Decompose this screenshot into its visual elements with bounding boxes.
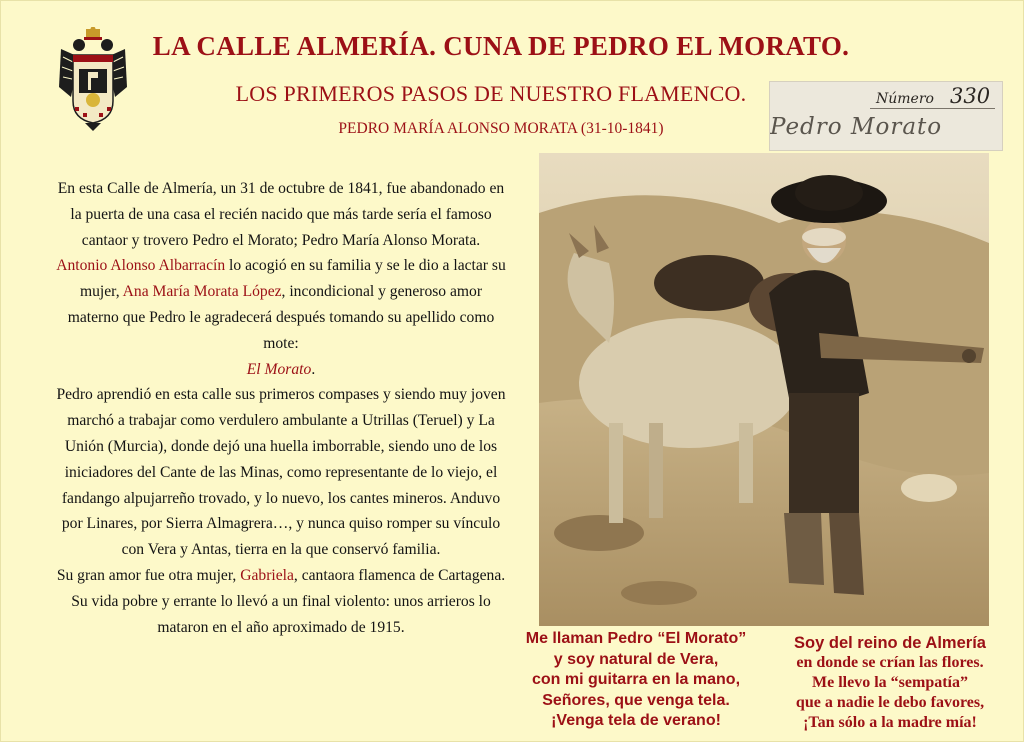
verse-right-line: que a nadie le debo favores, (795, 694, 985, 711)
verse-right-line: Soy del reino de Almería (794, 634, 986, 652)
person-name-ana-maria: Ana María Morata López (122, 283, 282, 301)
verse-right (767, 633, 1013, 733)
verse-right-line: en donde se crían las flores. (796, 654, 984, 671)
verse-right-line: Me llevo la “sempatía” (812, 674, 968, 691)
record-handwritten-name: Pedro Morato (770, 114, 943, 140)
person-name-gabriela: Gabriela (240, 566, 294, 584)
record-number-label: Número (876, 91, 934, 107)
biography-paragraph-4 (53, 563, 509, 589)
verse-left-line: Señores, que venga tela. (542, 691, 730, 709)
person-name-antonio: Antonio Alonso Albarracín (56, 257, 226, 275)
biography-paragraph-2 (53, 253, 509, 356)
record-underline (870, 108, 995, 109)
paragraph-2-text-b: , incondicional y generoso amor materno que Pedro le agradecerá después tomando su apellido como mote: (67, 283, 495, 352)
birth-record-fragment (769, 81, 1003, 151)
nickname-line: El Morato. (246, 360, 316, 378)
verse-left-line: Me llaman Pedro “El Morato” (525, 630, 747, 647)
biography-text (53, 176, 509, 640)
verse-left-line: ¡Venga tela de verano! (551, 712, 721, 729)
person-name-dates: PEDRO MARÍA ALONSO MORATA (31-10-1841) (338, 120, 664, 137)
biography-paragraph-3: Pedro aprendió en esta calle sus primeros compases y siendo muy joven marchó a trabajar como verdulero ambulante a Utrillas (Teruel) y La Unión (Murcia), donde dejó una huella imborrable, siendo uno de los iniciadores del Cante de las Minas, como representante de lo viejo, el fandango alpujarreño trovado, y lo nuevo, los cantes mineros. Anduvo por Linares, por Sierra Almagrera…, y nunca quiso romper su vínculo con Vera y Antas, tierra en la que conservó familia. (56, 386, 506, 559)
biography-paragraph-5: Su vida pobre y errante lo llevó a un final violento: unos arrieros lo mataron en el año aproximado de 1915. (71, 592, 491, 636)
record-number-value: 330 (950, 84, 991, 108)
verse-left (501, 629, 771, 732)
nickname: El Morato (246, 360, 312, 378)
photo-man-with-donkey (539, 153, 989, 626)
verse-left-line: y soy natural de Vera, (553, 650, 719, 668)
paragraph-2-text-a: lo acogió en su familia y se le dio a lactar su mujer, (79, 257, 506, 301)
verse-left-line: con mi guitarra en la mano, (531, 671, 741, 688)
page-subtitle: LOS PRIMEROS PASOS DE NUESTRO FLAMENCO. (235, 81, 747, 106)
biography-paragraph-1: En esta Calle de Almería, un 31 de octubre de 1841, fue abandonado en la puerta de una casa el recién nacido que más tarde sería el famoso cantaor y trovero Pedro el Morato; Pedro María Alonso Morata. (57, 180, 505, 249)
coat-of-arms-icon (57, 27, 129, 133)
paragraph-4-text-a: Su gran amor fue otra mujer, (56, 566, 241, 584)
paragraph-4-text-b: , cantaora flamenca de Cartagena. (293, 566, 506, 584)
verse-right-line: ¡Tan sólo a la madre mía! (803, 714, 977, 731)
page-title: LA CALLE ALMERÍA. CUNA DE PEDRO EL MORATO. (152, 31, 850, 61)
